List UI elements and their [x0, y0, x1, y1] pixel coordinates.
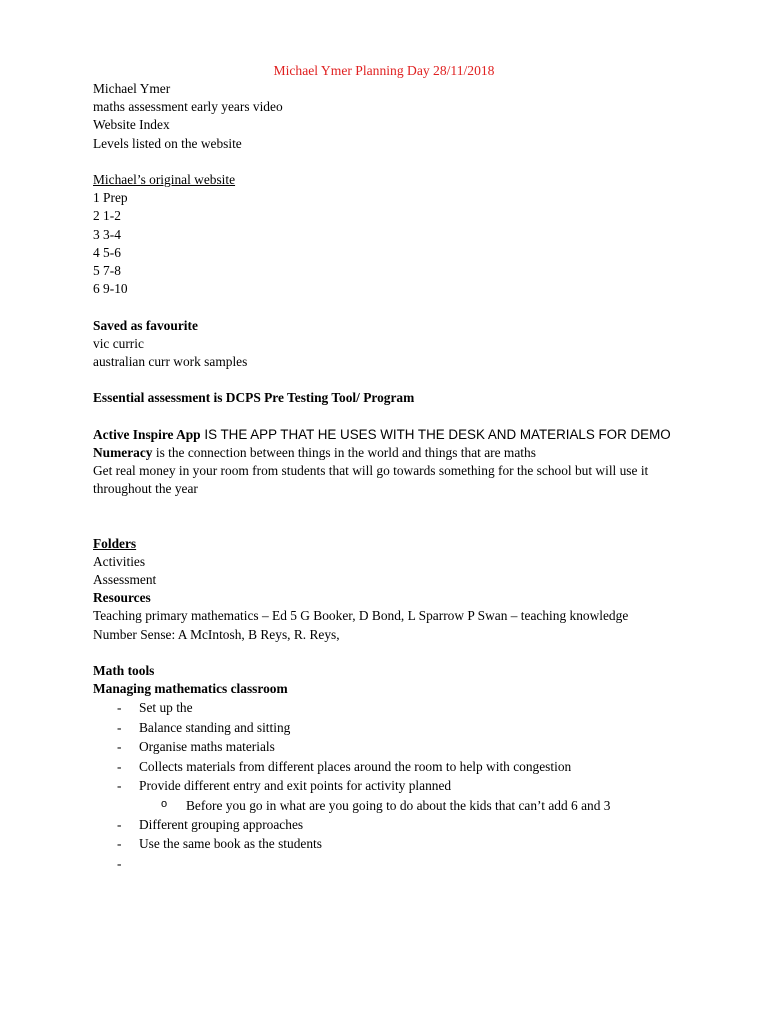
favourites-heading: Saved as favourite [93, 317, 198, 333]
sub-bullet-marker: o [161, 797, 168, 810]
resources-heading: Resources [93, 590, 151, 606]
bullet-text: Collects materials from different places around the room to help with congestion [139, 758, 572, 774]
bullet-item [93, 776, 693, 815]
bullet-item [93, 834, 693, 854]
original-website-heading: Michael’s original website [93, 172, 236, 187]
intro-line: Website Index [93, 117, 170, 133]
intro-line: Michael Ymer [93, 81, 171, 96]
favourite-item: australian curr work samples [93, 354, 248, 370]
sub-bullet-item [139, 796, 656, 815]
active-inspire-text: IS THE APP THAT HE USES WITH THE DESK AND MATERIALS FOR DEMO [200, 426, 671, 442]
bullet-item [93, 757, 693, 777]
folders-heading: Folders [93, 535, 137, 551]
bullet-text: Balance standing and sitting [139, 719, 291, 735]
document-body [93, 80, 693, 871]
sub-bullet-list [139, 796, 693, 815]
level-item: 6 9-10 [93, 281, 128, 297]
bullet-marker: - [117, 758, 122, 774]
intro-line: maths assessment early years video [93, 99, 283, 115]
bullet-marker: - [117, 700, 122, 716]
bullet-item [93, 698, 693, 718]
resource-item: Teaching primary mathematics – Ed 5 G Booker, D Bond, L Sparrow P Swan – teaching knowledge [93, 608, 629, 624]
real-money-line: Get real money in your room from students that will go towards something for the school but will use it throughout the year [93, 463, 649, 497]
resource-item: Number Sense: A McIntosh, B Reys, R. Reys, [93, 626, 340, 642]
bullet-marker: - [117, 778, 122, 794]
document-title: Michael Ymer Planning Day 28/11/2018 [273, 63, 495, 78]
folder-item: Assessment [93, 572, 157, 588]
bullet-item [93, 737, 693, 757]
managing-classroom-heading: Managing mathematics classroom [93, 681, 288, 697]
managing-bullet-list [93, 698, 693, 871]
math-tools-heading: Math tools [93, 663, 155, 679]
active-inspire-line [93, 426, 705, 444]
numeracy-line [93, 444, 693, 462]
level-item: 5 7-8 [93, 263, 121, 279]
intro-line: Levels listed on the website [93, 135, 242, 151]
bullet-text: Use the same book as the students [139, 836, 322, 852]
bullet-marker: - [117, 719, 122, 735]
folder-item: Activities [93, 553, 146, 569]
active-inspire-label: Active Inspire App [93, 426, 201, 442]
level-item: 4 5-6 [93, 244, 121, 260]
bullet-text: Set up the [139, 700, 193, 716]
level-item: 1 Prep [93, 190, 128, 206]
bullet-text: Different grouping approaches [139, 816, 304, 832]
level-item: 2 1-2 [93, 208, 121, 224]
bullet-text: Organise maths materials [139, 739, 275, 755]
favourite-item: vic curric [93, 335, 144, 351]
bullet-text: Provide different entry and exit points for activity planned [139, 778, 452, 794]
bullet-item [93, 815, 693, 835]
sub-bullet-text: Before you go in what are you going to do about the kids that can’t add 6 and 3 [186, 797, 611, 813]
bullet-marker: - [117, 816, 122, 832]
numeracy-text: is the connection between things in the world and things that are maths [152, 445, 536, 460]
bullet-item [93, 718, 693, 738]
numeracy-label: Numeracy [93, 445, 153, 460]
level-item: 3 3-4 [93, 226, 121, 242]
bullet-marker: - [117, 836, 122, 852]
bullet-marker: - [117, 855, 122, 871]
essential-assessment-line: Essential assessment is DCPS Pre Testing Tool/ Program [93, 390, 415, 406]
bullet-marker: - [117, 739, 122, 755]
